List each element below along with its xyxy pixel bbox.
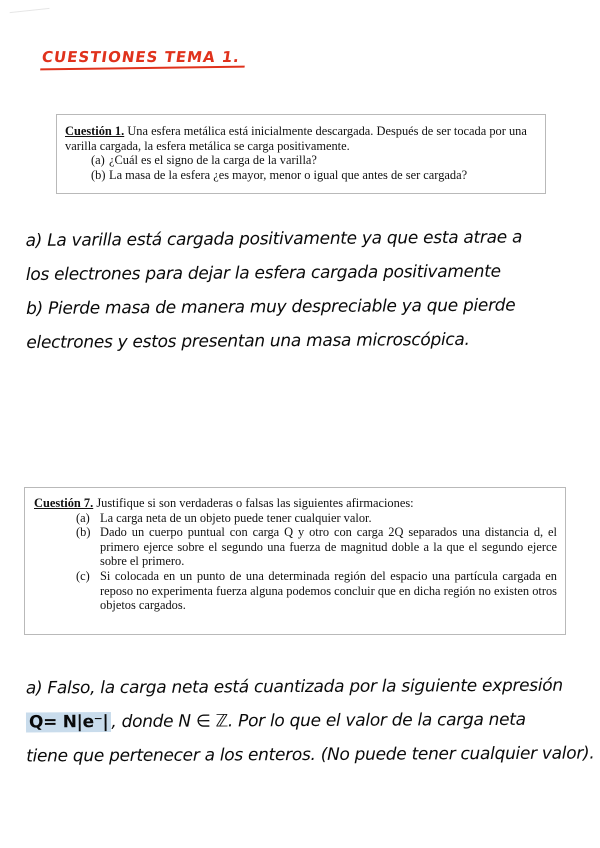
question-1-box	[56, 114, 546, 194]
question-1-item-b	[65, 168, 537, 183]
answer-7-line: a) Falso, la carga neta está cuantizada por la siguiente expresión	[25, 675, 563, 699]
question-1-statement	[65, 124, 537, 153]
question-1-item-a	[65, 153, 537, 168]
question-7-item-c	[34, 569, 557, 613]
question-1-text: Una esfera metálica está inicialmente descargada. Después de ser tocada por una varilla cargada, la esfera metálica se carga positivamente.	[65, 124, 527, 153]
question-7-item-b	[34, 525, 557, 569]
answer-1-line: b) Pierde masa de manera muy despreciable ya que pierde	[26, 295, 516, 319]
answer-1-line: a) La varilla está cargada positivamente ya que esta atrae a	[25, 227, 523, 251]
item-text: La masa de la esfera ¿es mayor, menor o igual que antes de ser cargada?	[109, 167, 468, 182]
answer-1-line: electrones y estos presentan una masa microscópica.	[26, 329, 470, 353]
question-7-label: Cuestión 7.	[34, 496, 94, 510]
page-title: CUESTIONES TEMA 1.	[40, 48, 242, 66]
answer-1-handwritten	[26, 220, 587, 360]
question-7-items	[34, 511, 557, 613]
answer-7-line-rest: , donde N ∈ ℤ. Por lo que el valor de la carga neta	[111, 709, 526, 733]
page-corner-mark	[10, 8, 51, 21]
question-1-items	[65, 153, 537, 182]
charge-formula-highlight: Q= N|e⁻|	[26, 712, 111, 732]
item-marker: (b)	[91, 167, 106, 182]
answer-7-line	[26, 703, 586, 740]
answer-1-line: los electrones para dejar la esfera cargada positivamente	[25, 261, 501, 285]
question-7-text: Justifique si son verdaderas o falsas las siguientes afirmaciones:	[96, 496, 414, 510]
item-marker: (b)	[76, 525, 91, 540]
item-text: ¿Cuál es el signo de la carga de la varilla?	[109, 153, 317, 168]
question-7-statement	[34, 496, 557, 511]
item-text: Dado un cuerpo puntual con carga Q y otro con carga 2Q separados una distancia d, el primero ejerce sobre el segundo una fuerza de magnitud doble a la que el segundo ejerce sobre el primero.	[100, 525, 557, 569]
item-marker: (a)	[91, 153, 105, 168]
question-7-box	[24, 487, 566, 635]
item-text: La carga neta de un objeto puede tener cualquier valor.	[100, 510, 372, 525]
item-marker: (a)	[76, 510, 90, 525]
item-marker: (c)	[76, 568, 90, 583]
answer-7-line: tiene que pertenecer a los enteros. (No puede tener cualquier valor).	[26, 743, 595, 767]
question-1-label: Cuestión 1.	[65, 124, 125, 138]
answer-7-handwritten	[25, 669, 595, 774]
item-text: Si colocada en un punto de una determinada región del espacio una partícula cargada en reposo no experimenta fuerza alguna podemos concluir que en dicha región no existen otros objetos cargados.	[100, 568, 557, 613]
question-7-item-a	[34, 511, 557, 526]
